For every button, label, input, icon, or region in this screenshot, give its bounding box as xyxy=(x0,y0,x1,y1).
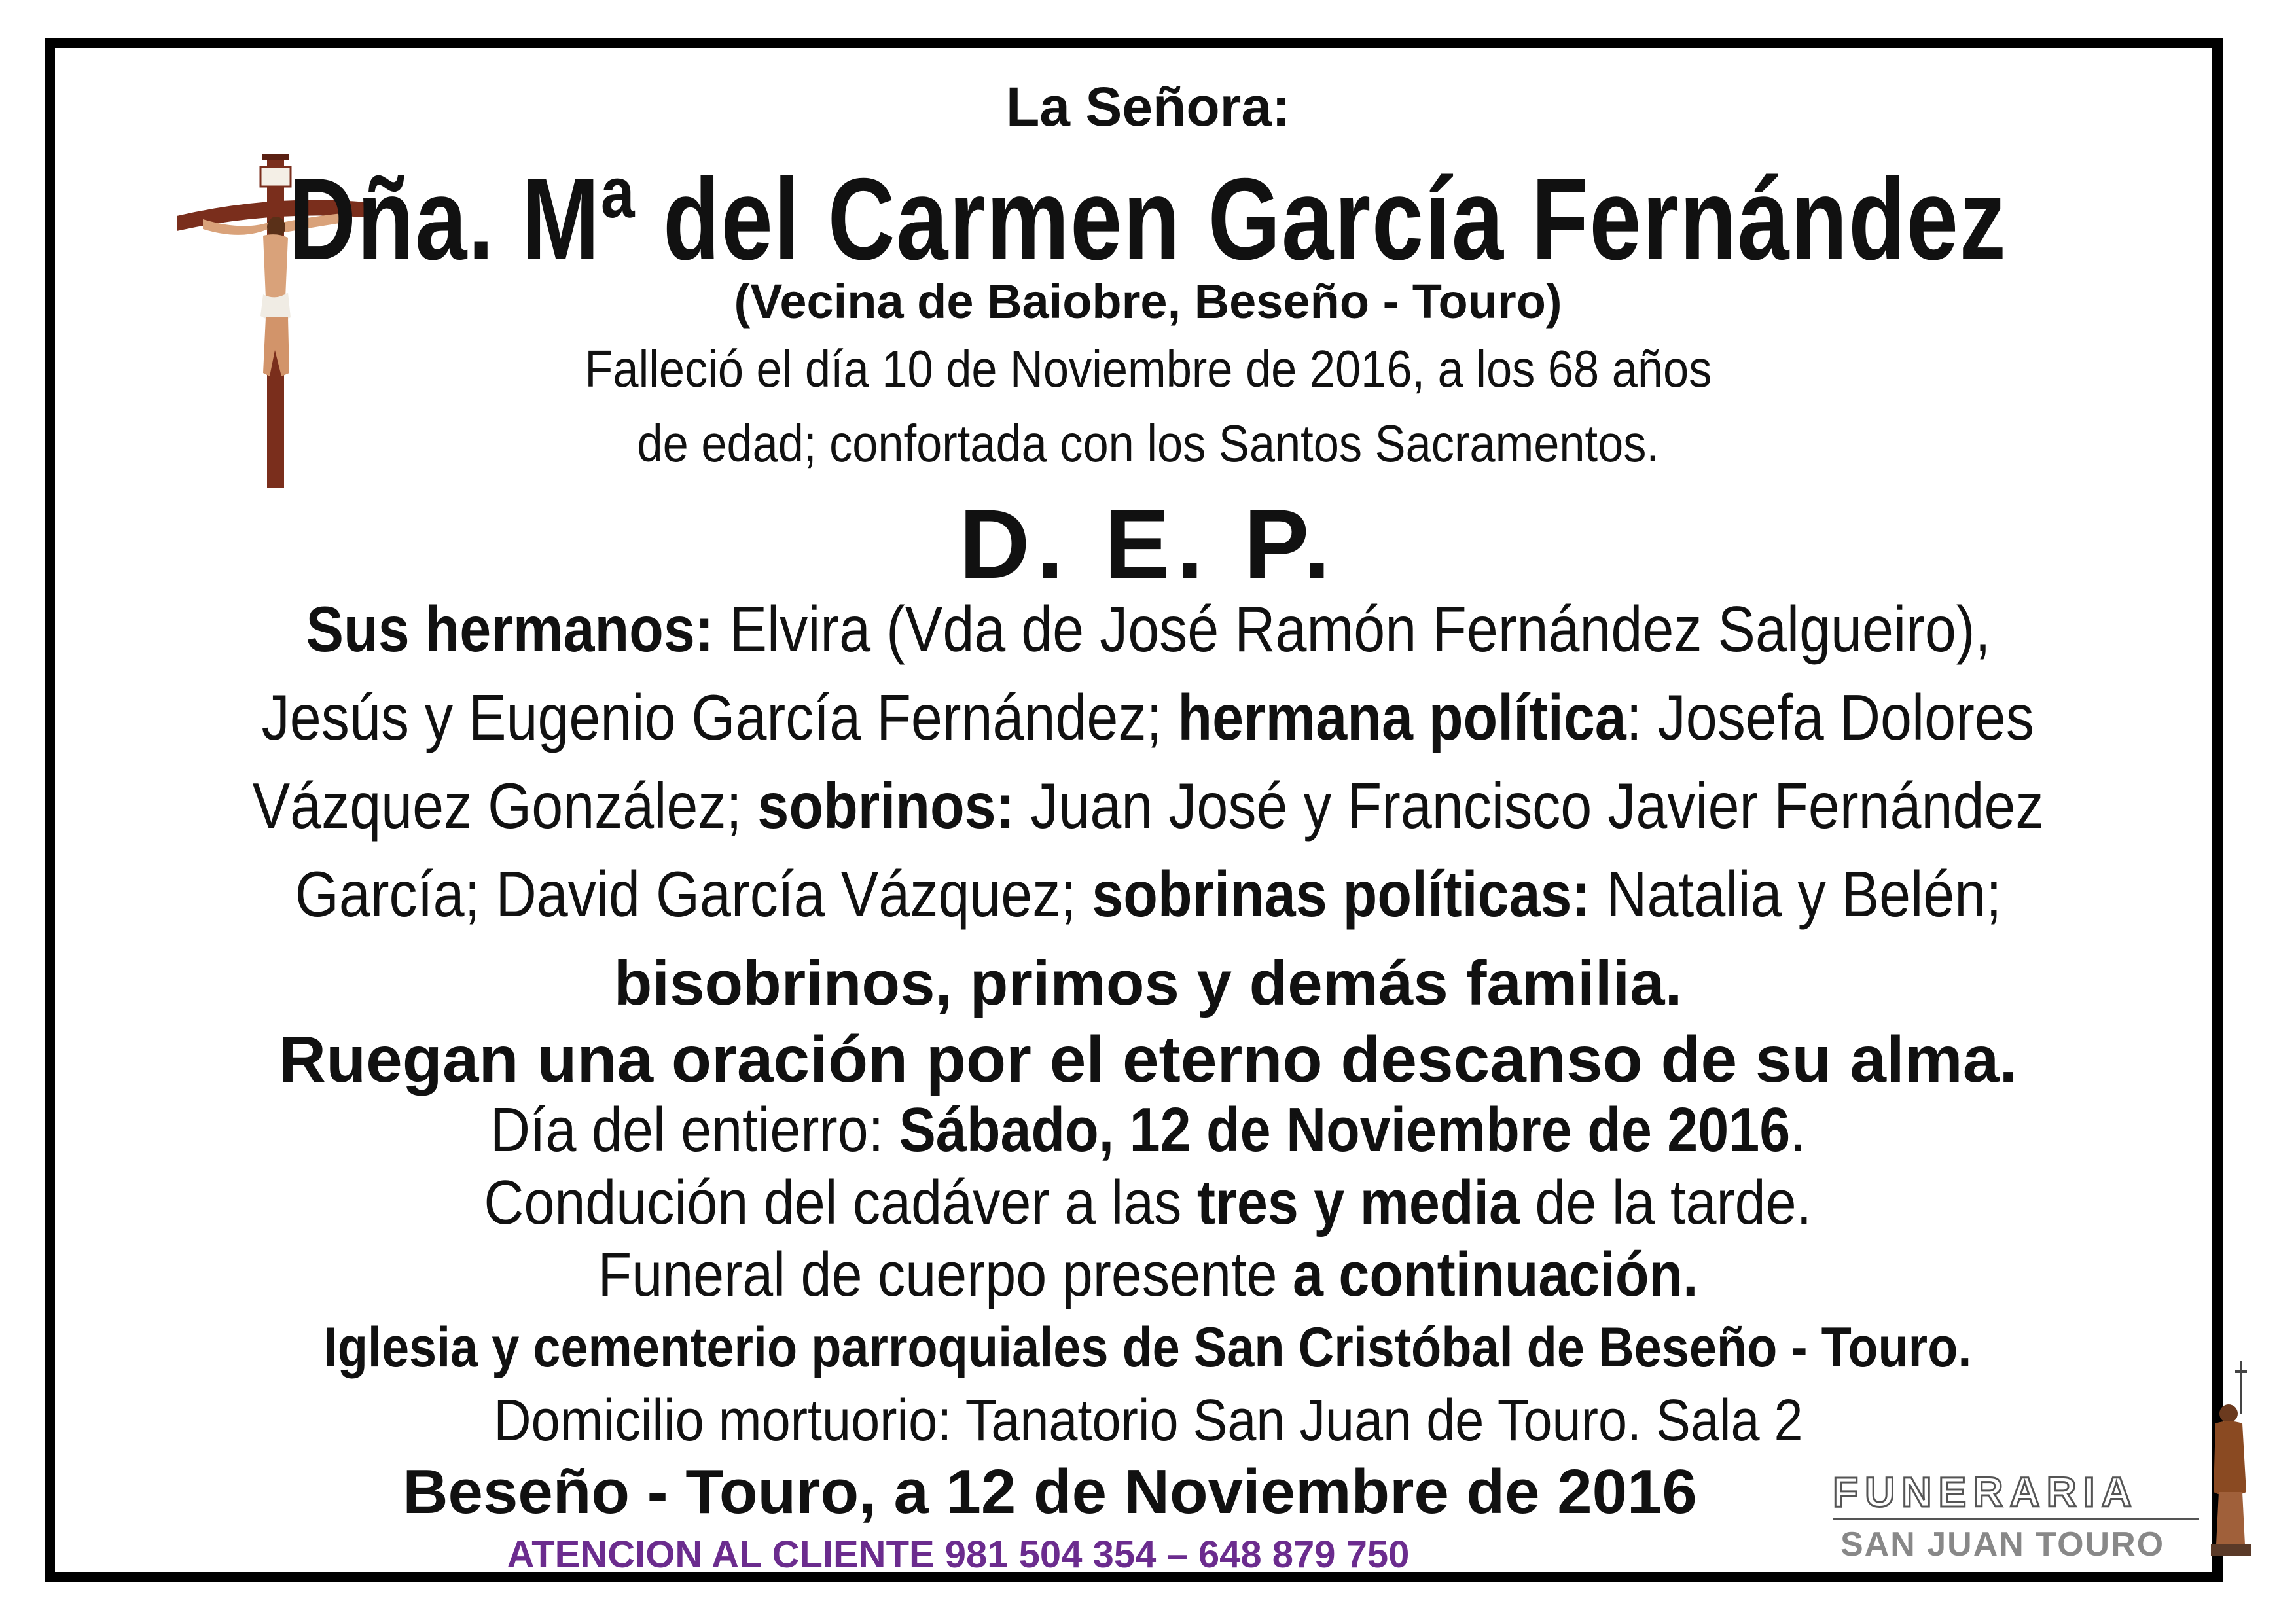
residence: (Vecina de Baiobre, Beseño - Touro) xyxy=(734,274,1562,329)
church-text: Iglesia y cementerio parroquiales de San Cristóbal de Beseño - Touro. xyxy=(324,1316,1972,1379)
logo-top-text: FUNERARIA xyxy=(1833,1469,2138,1516)
family-line-3-tail: Juan José y Francisco Javier Fernández xyxy=(1014,770,2044,842)
funeral-label: Funeral de cuerpo presente xyxy=(598,1240,1293,1310)
death-line-1-text: Falleció el día 10 de Noviembre de 2016, a los 68 años xyxy=(584,340,1712,398)
burial-day-label: Día del entierro: xyxy=(490,1095,899,1165)
logo-divider xyxy=(1833,1518,2199,1520)
funeral-home-text: Domicilio mortuorio: Tanatorio San Juan de Touro. Sala 2 xyxy=(493,1388,1803,1454)
family-line-1 xyxy=(0,592,2296,666)
funeral-line xyxy=(0,1239,2296,1311)
customer-service-contact: ATENCION AL CLIENTE 981 504 354 – 648 879 750 xyxy=(507,1533,1410,1576)
nieces-in-law-label: sobrinas políticas: xyxy=(1091,858,1590,930)
dep-heading: D. E. P. xyxy=(959,489,1337,599)
family-line-2 xyxy=(0,681,2296,755)
title-prefix: La Señora: xyxy=(1005,76,1291,137)
place-date-line: Beseño - Touro, a 12 de Noviembre de 2016 xyxy=(403,1457,1697,1527)
funeraria-logo xyxy=(1833,1456,2251,1567)
deceased-name-text: Dña. Mª del Carmen García Fernández xyxy=(289,154,2007,284)
burial-day-value: Sábado, 12 de Noviembre de 2016 xyxy=(899,1095,1791,1165)
procession-time xyxy=(0,1167,2296,1239)
family-line-4-text: García; David García Vázquez; xyxy=(295,858,1092,930)
death-line-1 xyxy=(0,339,2296,399)
family-line-4 xyxy=(0,857,2296,931)
burial-day-end: . xyxy=(1790,1095,1806,1165)
death-line-2-text: de edad; confortada con los Santos Sacramentos. xyxy=(637,414,1659,473)
family-line-3 xyxy=(0,769,2296,843)
burial-day xyxy=(0,1094,2296,1166)
funeral-value: a continuación. xyxy=(1292,1240,1698,1310)
logo-bottom-text: SAN JUAN TOURO xyxy=(1840,1525,2165,1563)
siblings-label: Sus hermanos: xyxy=(305,593,714,665)
nephews-label: sobrinos: xyxy=(757,770,1015,842)
procession-end: de la tarde. xyxy=(1520,1168,1812,1238)
funeral-home-line xyxy=(0,1387,2296,1455)
prayer-request: Ruegan una oración por el eterno descanso de su alma. xyxy=(278,1023,2018,1096)
sister-in-law-label: hermana política xyxy=(1177,681,1626,753)
siblings-text: Elvira (Vda de José Ramón Fernández Salgueiro), xyxy=(713,593,1990,665)
death-line-2 xyxy=(0,414,2296,474)
church-line xyxy=(0,1315,2296,1380)
family-line-4-tail: Natalia y Belén; xyxy=(1590,858,2001,930)
deceased-name xyxy=(0,152,2296,286)
procession-value: tres y media xyxy=(1197,1168,1520,1238)
family-line-2-text: Jesús y Eugenio García Fernández; xyxy=(261,681,1178,753)
saint-statue-icon xyxy=(2199,1361,2265,1558)
family-line-2-tail: : Josefa Dolores xyxy=(1626,681,2035,753)
family-line-3-text: Vázquez González; xyxy=(252,770,758,842)
procession-label: Condución del cadáver a las xyxy=(484,1168,1198,1238)
family-line-5: bisobrinos, primos y demás familia. xyxy=(613,948,1683,1018)
